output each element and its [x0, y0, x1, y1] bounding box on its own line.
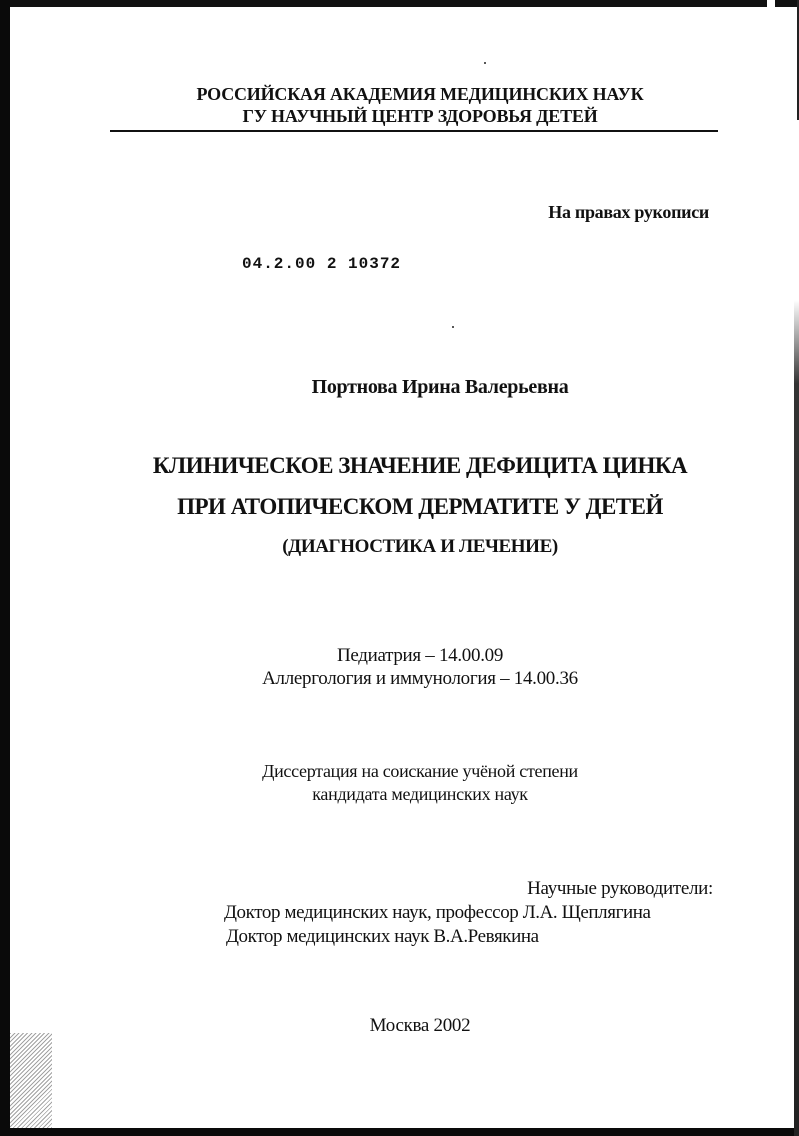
- specialty-allergology: Аллергология и иммунология – 14.00.36: [262, 668, 578, 689]
- scan-corner-noise: [10, 1033, 52, 1128]
- rights-note: На правах рукописи: [548, 202, 709, 222]
- dissertation-type-line-2: кандидата медицинских наук: [312, 784, 528, 804]
- scan-edge-right: [794, 300, 799, 1136]
- specialty-pediatrics: Педиатрия – 14.00.09: [336, 645, 504, 666]
- registration-number: 04.2.00 2 10372: [242, 255, 402, 273]
- header-divider: [110, 130, 718, 132]
- scan-edge-top: [0, 0, 799, 7]
- scan-edge-bottom: [0, 1128, 799, 1136]
- academy-title: РОССИЙСКАЯ АКАДЕМИЯ МЕДИЦИНСКИХ НАУК: [196, 84, 644, 104]
- supervisors-heading: Научные руководители:: [527, 878, 713, 899]
- dissertation-type-line-1: Диссертация на соискание учёной степени: [262, 761, 578, 781]
- thesis-subtitle: (ДИАГНОСТИКА И ЛЕЧЕНИЕ): [282, 536, 558, 557]
- scan-speck: [452, 326, 454, 328]
- author-name: Портнова Ирина Валерьевна: [311, 376, 569, 398]
- supervisor-second: Доктор медицинских наук В.А.Ревякина: [226, 926, 539, 947]
- supervisor-first: Доктор медицинских наук, профессор Л.А. Щеплягина: [224, 902, 651, 923]
- center-title: ГУ НАУЧНЫЙ ЦЕНТР ЗДОРОВЬЯ ДЕТЕЙ: [242, 106, 598, 126]
- thesis-title-line-2: ПРИ АТОПИЧЕСКОМ ДЕРМАТИТЕ У ДЕТЕЙ: [177, 494, 663, 519]
- city-year: Москва 2002: [369, 1015, 471, 1036]
- thesis-title-line-1: КЛИНИЧЕСКОЕ ЗНАЧЕНИЕ ДЕФИЦИТА ЦИНКА: [152, 453, 688, 478]
- scan-speck: [484, 62, 486, 64]
- scan-edge-left: [0, 0, 10, 1136]
